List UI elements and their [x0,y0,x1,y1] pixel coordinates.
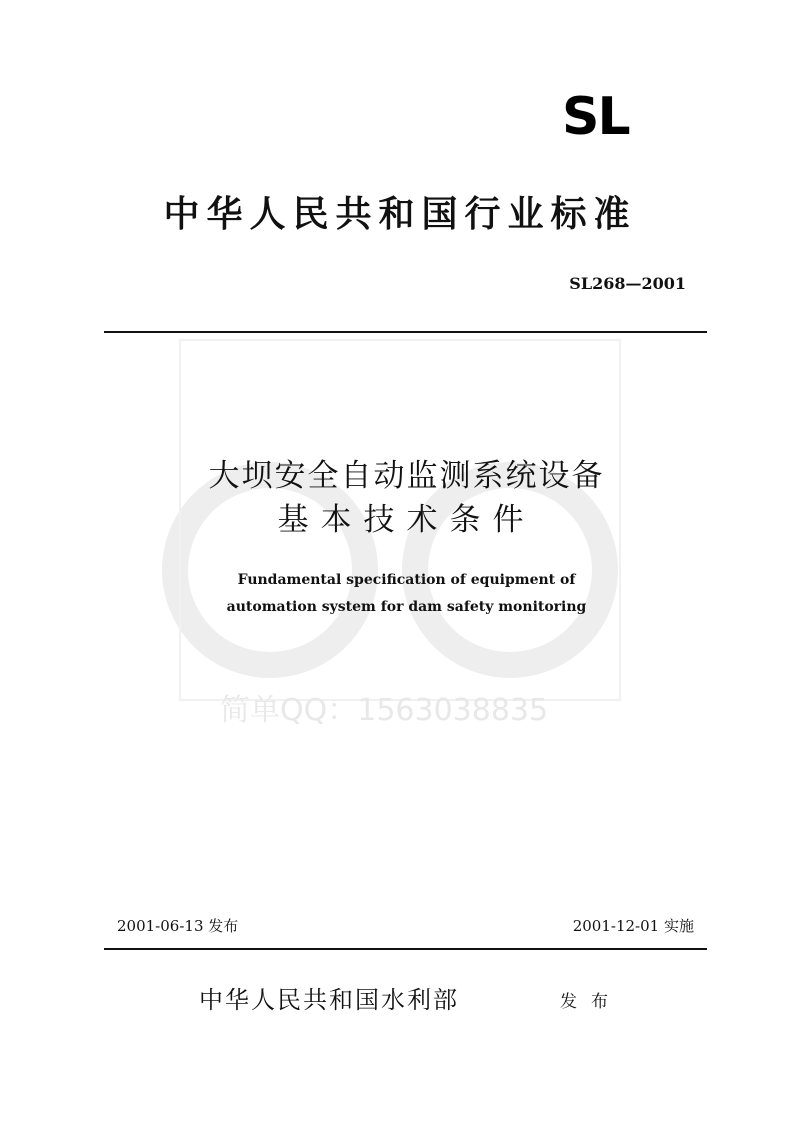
effective-date-block [573,915,694,937]
effective-date: 2001-12-01 [572,917,660,935]
sl-logo: SL [562,87,629,147]
top-divider [104,331,707,333]
industry-standard-title: 中华人民共和国行业标准 [163,194,637,235]
issue-date-block [117,915,238,937]
title-cn-line1: 大坝安全自动监测系统设备 [208,458,605,494]
title-en-line1: Fundamental specification of equipment of [237,572,576,588]
effective-label: 实施 [663,917,694,935]
issue-date: 2001-06-13 [117,917,204,935]
standard-code: SL268—2001 [569,274,686,293]
issuer-suffix: 发布 [560,992,622,1012]
issue-label: 发布 [208,917,239,935]
watermark-text: 简单QQ：1563038835 [220,693,549,728]
bottom-divider [104,948,707,950]
title-en-line2: automation system for dam safety monitoring [226,599,587,615]
title-cn-line2: 基本技术条件 [277,502,536,538]
issuing-authority: 中华人民共和国水利部 [199,986,459,1014]
